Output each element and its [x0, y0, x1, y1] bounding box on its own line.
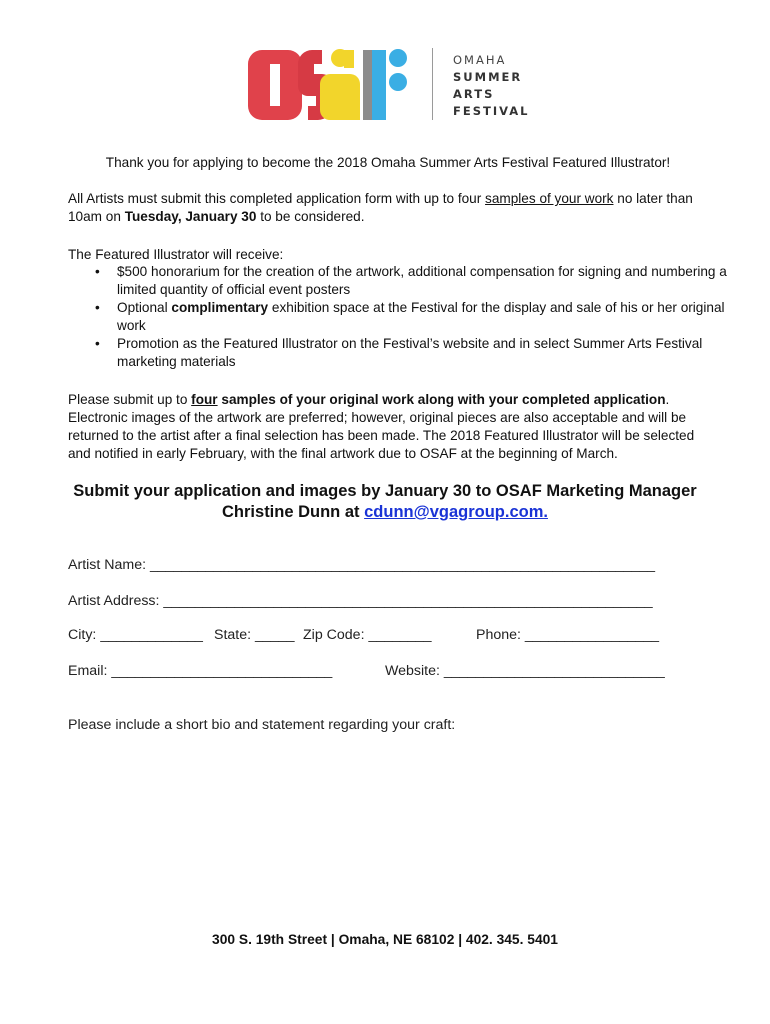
logo-divider	[432, 48, 433, 120]
artist-address-field[interactable]: Artist Address: ______________________________________________________________	[68, 593, 653, 609]
osaf-logo	[248, 44, 538, 126]
email-field[interactable]: Email: ____________________________	[68, 663, 333, 679]
logo-word-festival: FESTIVAL	[453, 104, 530, 118]
email-link[interactable]: cdunn@vgagroup.com.	[364, 503, 548, 521]
zip-code-field[interactable]: Zip Code: ________	[303, 627, 432, 643]
logo-word-arts: ARTS	[453, 87, 495, 101]
phone-field[interactable]: Phone: _________________	[476, 627, 660, 643]
submit-line-1: Submit your application and images by January 30 to OSAF Marketing Manager	[73, 482, 697, 500]
submit-line-2	[40, 502, 730, 523]
samples-link[interactable]: samples of your work	[485, 191, 614, 206]
bio-prompt: Please include a short bio and statement regarding your craft:	[68, 717, 456, 733]
benefits-list	[68, 263, 737, 371]
intro-text-2: no later than 10am on	[68, 191, 693, 224]
logo-word-summer: SUMMER	[453, 70, 523, 84]
logo-wordmark	[453, 52, 529, 120]
website-field[interactable]: Website: ____________________________	[385, 663, 665, 679]
benefit-item-exhibition	[117, 299, 737, 335]
please-post: . Electronic images of the artwork are preferred; however, original pieces are also acceptable and will be returned to the artist after a final selection has been made. The 2018 Featured Illustrator will be selected and notified in early February, with the final artwork due to OSAF at the beginning of March.	[68, 392, 695, 461]
osaf-letters-logo	[248, 44, 418, 126]
intro-text-3: to be considered.	[256, 209, 365, 224]
submit-contact: Christine Dunn at	[222, 503, 365, 521]
state-field[interactable]: State: _____	[214, 627, 295, 643]
benefit-item-promotion: • Promotion as the Featured Illustrator on the Festival’s website and in select Summer Arts Festival marketing materials	[117, 335, 737, 371]
benefit-item-honorarium: • $500 honorarium for the creation of the artwork, additional compensation for signing and numbering a limited quantity of official event posters	[117, 263, 737, 299]
thank-you-line: Thank you for applying to become the 2018 Omaha Summer Arts Festival Featured Illustrator!	[105, 155, 671, 170]
submission-paragraph	[68, 391, 708, 463]
submit-heading	[40, 481, 730, 523]
deadline-date: Tuesday, January 30	[124, 209, 257, 224]
benefit-2-post: exhibition space at the Festival for the display and sale of his or her original work	[117, 300, 725, 333]
benefit-2-pre: Optional	[117, 300, 172, 315]
intro-paragraph	[68, 190, 708, 226]
artist-name-field[interactable]: Artist Name: ________________________________________________________________	[68, 557, 655, 573]
benefit-2-bold: complimentary	[171, 300, 269, 315]
please-four: four	[191, 392, 218, 407]
footer-address: 300 S. 19th Street | Omaha, NE 68102 | 402. 345. 5401	[212, 932, 558, 947]
please-bold: samples of your original work along with your completed application	[217, 392, 666, 407]
benefits-heading: The Featured Illustrator will receive:	[68, 247, 284, 262]
intro-text-1: All Artists must submit this completed application form with up to four	[68, 191, 486, 206]
city-field[interactable]: City: _____________	[68, 627, 203, 643]
logo-word-omaha: OMAHA	[453, 53, 507, 67]
please-pre: Please submit up to	[68, 392, 192, 407]
